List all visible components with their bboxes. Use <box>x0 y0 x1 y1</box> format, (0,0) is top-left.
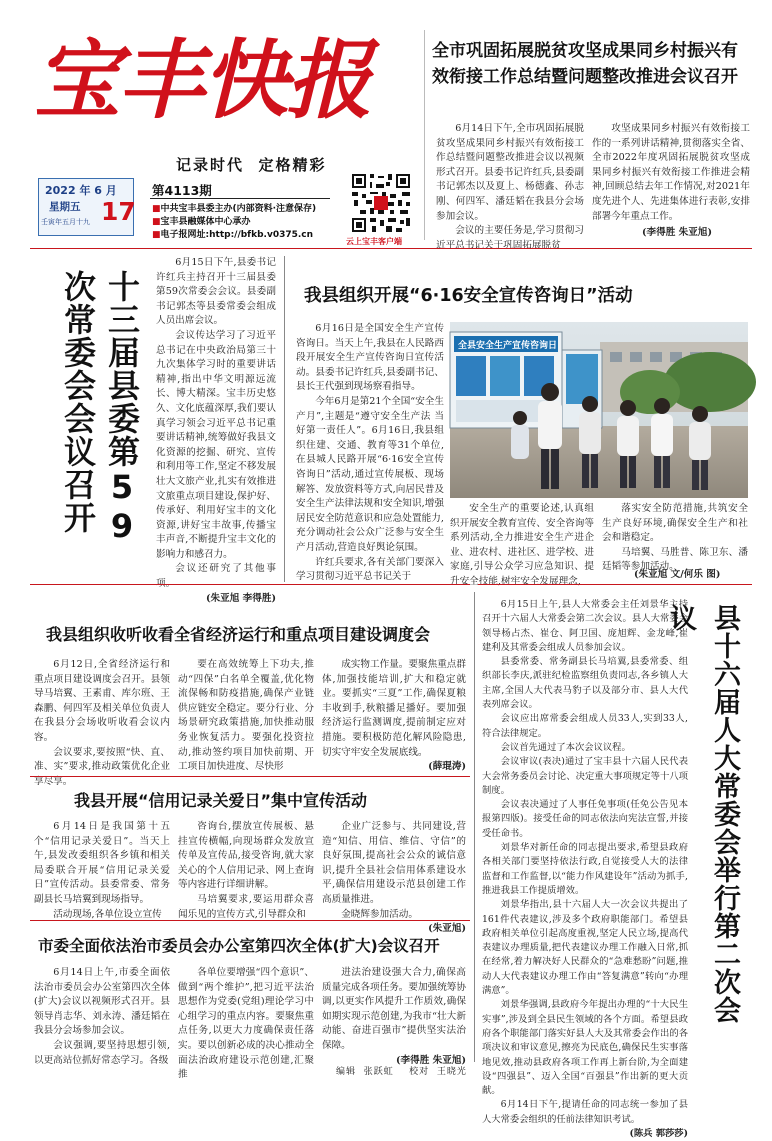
top-story <box>432 38 750 90</box>
credit-col1: 6月14日是我国第十五个“信用记录关爱日”。当天上午,县发改委组织各乡镇和相关局委联合开展“信用记录关爱日”宣传活动。县委常委、常务副县长马培翼到现场指导。 活动现场,各单位设立宣传 <box>34 821 170 920</box>
issue-number: 第4113期 <box>152 183 212 198</box>
photo-banner: 全县安全生产宣传咨询日 <box>458 341 558 351</box>
editor-credits: 编辑 张跃虹 校对 王晓光 <box>336 1067 467 1077</box>
day-number: 17 <box>101 197 136 226</box>
qr-code[interactable] <box>350 172 412 234</box>
economy-byline: (薛琨涛) <box>428 761 466 773</box>
news-photo <box>450 322 748 498</box>
safety-title: 我县组织开展“6·16安全宣传咨询日”活动 <box>304 286 633 306</box>
congress-text: 6月15日上午,县人大常委会主任刘景华主持召开十六届人大常委会第二次会议。县人大常委会领导杨占杰、崔仓、阿卫国、庞旭辉、金龙峰,崔建利及其常委会组成人员参加会议。 县委常委、常务副县长马培翼,县委常委、组织部长李庆,派驻纪检监察组负责同志,各乡镇人大主席,全国人大代表马豹子以及部分市、县人大代表列席会议。 会议应出席常委会组成人员33人,实到33人,符合法律规定。 会议首先通过了本次会议议程。 会议审议(表决)通过了宝丰县十六届人民代表大会常务委员会讨论、决定重大事项规定等十八项制度。 会议表决通过了人事任免事项(任免公告见本报第四版)。接受任命的同志依法向宪法宣誓,并接受任命书。 刘景华对新任命的同志提出要求,希望县政府各相关部门要坚持依法行政,自觉接受人大的法律监督和工作监督,以“能力作风建设年”活动为抓手,推进我县工作提质增效。 刘景华指出,县十六届人大一次会议共提出了161件代表建议,涉及多个政府职能部门。希望县政府相关单位引起高度重视,坚定人民立场,提高代表建议办理质量,把代表建议办理工作融入日常,抓在经常,着力解决好人民群众的“急难愁盼”问题,推动人大代表建议办理工作由“答复满意”转向“办理满意”。 刘景华强调,县政府今年提出办理的“十大民生实事”,涉及到全县民生领域的各个方面。希望县政府各个职能部门落实好县人大及其常委会作出的各项决议和审议意见,擦亮为民底色,确保民生实事落地见效,推动县政府各项工作再上新台阶,为全面建设“四强县”、迈入全国“百强县”作出新的更大贡献。 6月14日下午,提请任命的同志统一参加了县人大常委会组织的任前法律知识考试。 (陈兵 郭莎莎) <box>482 598 688 1141</box>
weekday: 星期五 <box>49 201 81 213</box>
committee-byline: (朱亚旭 李得胜) <box>206 592 276 604</box>
committee-text: 6月15日下午,县委书记许红兵主持召开十三届县委第59次常委会会议。县委副书记郭杰等县委常委会组成人员出席会议。 会议传达学习了习近平总书记在中央政治局第三十九次集体学习时的重要讲话精神,指出中华文明源远流长、博大精深。宝丰历史悠久、文化底蕴深厚,我们要认真学习领会习近平总书记重要讲话精神,统筹做好我县文化资源的挖掘、研究、宣传和利用等工作,坚定不移发展壮大文旅产业,扎实有效推进文旅重点项目建设,保护好、传承好、利用好宝丰的文化资源,讲好宝丰故事,传播宝丰声音,不断提升宝丰文化的影响力和感召力。 会议还研究了其他事项。 (朱亚旭 李得胜) <box>156 256 276 606</box>
safety-col-c: 落实安全防范措施,共筑安全生产良好环境,确保安全生产和社会和谐稳定。 马培翼、马胜普、陈卫东、潘廷韬等参加活动。 <box>602 503 748 573</box>
congress-byline: (陈兵 郭莎莎) <box>629 1127 688 1139</box>
economy-col2: 要在高效统筹上下功夫,推动“四保”白名单全覆盖,优化物流保畅和防疫措施,确保产业链供应链安全稳定。要分行业、分场景研究政策措施,加快推动服务业恢复活力。要强化投资拉动,推动签约项目加快前期、开工项目加快进度、尽快形 <box>178 659 314 773</box>
safety-col-b: 安全生产的重要论述,认真组织开展安全教育宣传、安全咨询等系列活动,全力推进安全生产进企业、进农村、进社区、进学校、进家庭,引导公众学习应急知识、提升安全技能,树牢安全发展理念, <box>450 503 594 587</box>
law-title: 市委全面依法治市委员会办公室第四次全体(扩大)会议召开 <box>38 937 440 955</box>
law-col2: 各单位要增强“四个意识”、做到“两个维护”,把习近平法治思想作为党委(党组)理论学习中心组学习的重点内容。要聚焦重点任务,以更大力度确保责任落实。要以创新必成的决心推动全面法治政府建设示范创建,汇聚推 <box>178 967 314 1081</box>
credit-col3: 企业广泛参与、共同建设,营造“知信、用信、维信、守信”的良好氛围,提高社会公众的诚信意识,提升全县社会信用体系建设水平,确保信用建设示范县创建工作高质量推进。 金晓辉参加活动。 (朱亚旭) <box>322 820 466 937</box>
sponsor-line: ■宝丰县融媒体中心承办 <box>152 217 251 227</box>
qr-code-icon <box>350 172 412 234</box>
economy-title: 我县组织收听收看全省经济运行和重点项目建设调度会 <box>46 625 431 644</box>
top-story-col1: 6月14日下午,全市巩固拓展脱贫攻坚成果同乡村振兴有效衔接工作总结暨问题整改推进会议以视频形式召开。县委书记许红兵,县委副书记郭杰以及夏上、杨德鑫、孙志刚、何四军、潘廷韬在我县分会场参加会议。 会议的主要任务是,学习贯彻习近平总书记关于巩固拓展脱贫 <box>436 123 584 251</box>
date-year-month: 2022 年 6 月 <box>45 184 117 197</box>
law-col1: 6月14日上午,市委全面依法治市委员会办公室第四次全体(扩大)会议以视频形式召开。县领导肖志华、刘永涛、潘廷韬在我县分会场参加会议。 会议强调,要坚持思想引领,以更高站位抓好常态学习。各级 <box>34 967 170 1066</box>
top-story-title: 全市巩固拓展脱贫攻坚成果同乡村振兴有 效衔接工作总结暨问题整改推进会议召开 <box>432 41 738 87</box>
credit-byline: (朱亚旭) <box>428 923 466 935</box>
congress-title: 县十六届人大常委会举行第二次会议 <box>665 604 740 1024</box>
website-line[interactable]: ■电子报网址:http://bfkb.v0375.cn <box>152 230 314 240</box>
sponsor-list <box>152 203 342 242</box>
sponsor-line: ■中共宝丰县委主办(内部资料·注意保存) <box>152 204 317 214</box>
credit-col2: 咨询台,摆放宣传展板、悬挂宣传横幅,向现场群众发放宣传单及宣传品,接受咨询,就大家关心的个人信用记录、网上查询等内容进行详细讲解。 马培翼要求,要运用群众喜闻乐见的宣传方式,引导群众和 <box>178 821 314 920</box>
newspaper-logo <box>30 22 410 131</box>
safety-col-a: 6月16日是全国安全生产宣传咨询日。当天上午,我县在人民路西段开展安全生产宣传咨询日宣传活动。县委书记许红兵,县委副书记、县长王代强到现场察看指导。 今年6月是第21个全国“安全生产月”,主题是“遵守安全生产法 当好第一责任人”。6月16日,我县组织住建、交通、教育等31个单位,在县城人民路开展“6·16安全宣传咨询日”活动,通过宣传展板、现场解答、发放资料等方式,向居民普及安全生产法律法规和安全知识,增强居民安全防范意识和应急处置能力,充分调动社会公众广泛参与安全生产月活动,营造良好舆论氛围。 许红兵要求,各有关部门要深入学习贯彻习近平总书记关于 <box>296 323 444 583</box>
logo-text: 宝丰快报 <box>34 30 370 131</box>
committee-title: 十三届县委第59次常委会会议召开 <box>59 270 141 546</box>
lunar-date: 壬寅年五月十九 <box>41 218 90 226</box>
credit-title: 我县开展“信用记录关爱日”集中宣传活动 <box>74 791 368 810</box>
top-story-col2: 攻坚成果同乡村振兴有效衔接工作的一系列讲话精神,贯彻落实全省、全市2022年度巩固拓展脱贫攻坚成果同乡村振兴有效衔接工作推进会精神,回顾总结去年工作情况,对2021年度先进个人、先进集体进行表彰,安排部署今年重点工作。 <box>592 123 750 222</box>
date-box <box>38 178 134 236</box>
economy-col3: 成实物工作量。要聚焦重点群体,加强技能培训,扩大和稳定就业。要抓实“三夏”工作,确保夏粮丰收到手,秋粮播足播好。要加强经济运行监测调度,提前制定应对措施。要积极防范化解风险隐患,切实守牢安全发展底线。 (薛琨涛) <box>322 658 466 775</box>
qr-caption: 云上宝丰客户端 <box>346 237 402 246</box>
photo-image <box>450 322 748 498</box>
top-story-byline: (李得胜 朱亚旭) <box>642 227 712 238</box>
slogan: 记录时代 定格精彩 <box>176 156 327 174</box>
masthead <box>0 0 430 190</box>
safety-byline: (朱亚旭 文/何乐 图) <box>634 569 721 580</box>
economy-col1: 6月12日,全省经济运行和重点项目建设调度会召开。县领导马培翼、王素甫、库尔班、王森鹏、何四军及相关单位负责人在我县分会场收听收看会议内容。 会议要求,要按照“快、直、准、实”要求,推动政策优化企业享尽享。 <box>34 659 170 787</box>
law-col3: 进法治建设强大合力,确保高质量完成各项任务。要加强统筹协调,以更实作风提升工作质效,确保如期实现示范创建,为我市“壮大新动能、奋进百强市”提供坚实法治保障。 (李得胜 朱亚旭) <box>322 966 466 1068</box>
law-byline: (李得胜 朱亚旭) <box>396 1054 466 1066</box>
